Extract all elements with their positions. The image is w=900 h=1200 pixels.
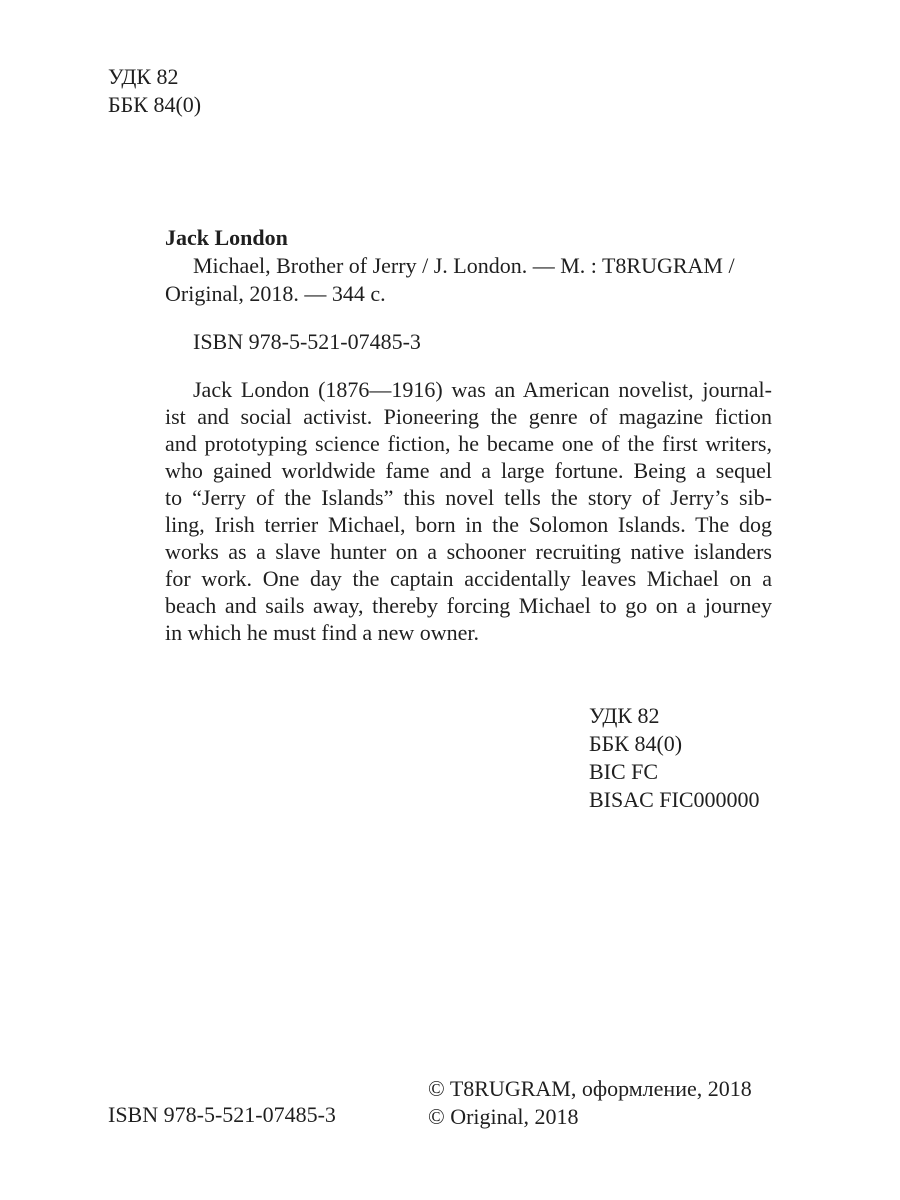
annotation-line: to “Jerry of the Islands” this novel tells the story of Jerry’s sib- bbox=[165, 485, 772, 510]
copyright-block bbox=[428, 1075, 752, 1131]
bibliographic-entry bbox=[165, 224, 772, 646]
annotation-line: ling, Irish terrier Michael, born in the Solomon Islands. The dog bbox=[165, 512, 772, 537]
isbn-entry: ISBN 978-5-521-07485-3 bbox=[193, 329, 421, 354]
author-name: Jack London bbox=[165, 225, 288, 250]
annotation-line: for work. One day the captain accidentally leaves Michael on a bbox=[165, 566, 772, 591]
bisac-code: BISAC FIC000000 bbox=[589, 787, 760, 812]
annotation-line: works as a slave hunter on a schooner recruiting native islanders bbox=[165, 539, 772, 564]
annotation-line: ist and social activist. Pioneering the genre of magazine fiction bbox=[165, 404, 772, 429]
top-classification-codes bbox=[108, 63, 201, 119]
annotation-line: Jack London (1876—1916) was an American novelist, journal- bbox=[193, 377, 772, 402]
annotation-line: beach and sails away, thereby forcing Michael to go on a journey bbox=[165, 593, 772, 618]
bbk-code: ББК 84(0) bbox=[108, 92, 202, 117]
bic-code: BIC FC bbox=[589, 759, 659, 784]
annotation-line: and prototyping science fiction, he became one of the first writers, bbox=[165, 431, 772, 456]
annotation-line: who gained worldwide fame and a large fortune. Being a sequel bbox=[165, 458, 772, 483]
publication-line: Original, 2018. — 344 c. bbox=[165, 281, 386, 306]
copyright-original: © Original, 2018 bbox=[428, 1104, 579, 1129]
title-line: Michael, Brother of Jerry / J. London. — M. : T8RUGRAM / bbox=[193, 253, 735, 278]
right-classification-codes bbox=[589, 702, 760, 814]
annotation-line: in which he must find a new owner. bbox=[165, 620, 480, 645]
bbk-code-right: ББК 84(0) bbox=[589, 731, 683, 756]
footer-isbn: ISBN 978-5-521-07485-3 bbox=[108, 1102, 336, 1127]
udk-code-right: УДК 82 bbox=[589, 703, 660, 728]
annotation bbox=[165, 376, 772, 646]
copyright-design: © T8RUGRAM, оформление, 2018 bbox=[428, 1076, 752, 1101]
udk-code: УДК 82 bbox=[108, 64, 179, 89]
